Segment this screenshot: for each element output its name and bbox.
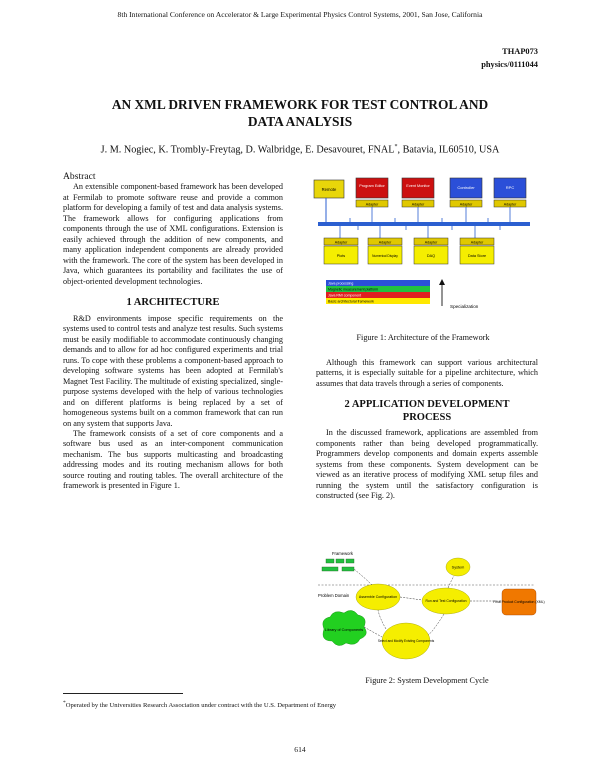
fig2-problem-domain-label: Problem Domain [318,593,350,598]
fig1-adapter-label: Adapter [334,240,348,245]
fig1-bottom-adapters [324,238,494,245]
fig2-run-label: Run and Test Configuration [425,599,467,603]
authors-affiliation: , Batavia, IL60510, USA [397,144,500,156]
fig2-run-node [422,588,470,614]
footnote-mark: * [63,700,66,706]
fig1-numerical-display-label: Numerical Display [372,254,398,258]
page-number: 614 [294,745,306,754]
fig2-assemble-label: Assemble Configuration [358,595,398,599]
fig2-assemble-node [356,584,400,610]
fig1-adapter-label: Adapter [411,202,425,207]
fig1-data-store-label: Data Store [467,254,487,258]
conference-header: 8th International Conference on Accelerator & Large Experimental Physics Control Systems, 2001, San Jose, California [117,10,483,19]
fig1-top-adapters [356,200,526,207]
authors [40,144,560,155]
left-column [63,172,283,492]
fig2-select-label: Select and Modify Existing Components [377,639,435,643]
fig1-layer-3: Java RMI component [328,293,362,298]
footnote [63,700,336,709]
fig1-box-rpc [494,178,526,198]
fig2-framework-label: Framework [332,551,353,556]
paper-title [60,96,540,130]
architecture-paragraph-2: The framework consists of a set of core components and a software bus used as an inter-component communication mechanism. The bus supports multicasting and broadcasting addressing modes and its routing mechanism allows for both source routing and routing tables. The overall architecture of the framework is presented in Figure 1. [63,428,283,491]
fig1-rpc-label: RPC [505,185,515,190]
fig2-library-label: Library of Components [324,628,364,632]
figure1-architecture-diagram [310,174,536,324]
figure2-development-cycle-diagram [316,545,545,673]
fig2-final-node [493,589,544,615]
author-footnote-mark: * [394,144,398,150]
fig1-specialization-arrow [439,279,445,306]
title-line-1: AN XML DRIVEN FRAMEWORK FOR TEST CONTROL AND [111,97,489,112]
fig1-plots-label: Plots [336,254,346,258]
fig1-box-program-editor [356,178,388,198]
footnote-text: Operated by the Universities Research Association under contract with the U.S. Department of Energy [65,702,337,710]
fig1-layer-2: Magnetic measurement platform [328,287,379,292]
section2-heading-line-1: 2 APPLICATION DEVELOPMENT [344,399,510,411]
fig1-program-editor-label: Program Editor [359,184,385,188]
section-heading-architecture: 1 ARCHITECTURE [126,296,220,308]
architecture-paragraph-1: R&D environments impose specific requirements on the systems used to control tests and analyze test results. Such systems must be easily modifiable to accommodate continuously changing demands and to allow for ad hoc configured experiments and trial runs. To cope with these problems a component-based approach to developing software systems has been adopted at Fermilab's Magnet Test Facility. The multitude of existing specialized, single-purpose systems developed with the help of various technologies and on different platforms is being replaced by a set of homogeneous systems built on a common framework that can run on any system that supports Java. [63,313,283,428]
fig1-event-monitor-label: Event Monitor [406,184,430,188]
development-paragraph: In the discussed framework, applications are assembled from components rather than being developed programmatically. Programmers develop components and domain experts assemble systems from these components. System development can be viewed as an iterative process of modifying XML setup files and running the system until the satisfactory configuration is constructed (see Fig. 2). [316,428,538,501]
fig1-adapter-label: Adapter [459,202,473,207]
fig2-final-label: Final Product Configuration (XML) [493,600,545,604]
fig2-system-node [446,558,470,576]
fig1-adapter-label: Adapter [470,240,484,245]
abstract-heading: Abstract [63,171,96,182]
footnote-rule [63,693,183,694]
fig1-specialization-label: Specialization [450,304,479,309]
title-line-2: DATA ANALYSIS [247,114,353,129]
right-column [316,358,538,502]
fig1-adapter-label: Adapter [378,240,392,245]
fig2-library-node [323,610,366,645]
section-heading-application-development [316,398,538,424]
fig1-adapter-label: Adapter [503,202,517,207]
figure1-caption: Figure 1: Architecture of the Framework [356,333,490,342]
fig1-box-event-monitor [402,178,434,198]
figure2-caption: Figure 2: System Development Cycle [365,676,489,685]
paper-code: THAP073 [502,47,538,56]
fig1-daq-label: DAQ [426,254,436,258]
fig1-controller-label: Controller [457,185,475,190]
abstract-text: An extensible component-based framework has been developed at Fermilab to promote software reuse and provide a common platform for developing a family of test and data analysis systems. The framework allows for configuring applications from components through the use of XML configurations. Extension is easily achieved through the addition of new components, and many application independent components are already provided with the framework. The core of the system has been developed in Java, which guarantees its portability and facilitates the use of object-oriented development technologies. [63,182,283,286]
fig2-select-node [378,623,435,659]
fig1-box-controller [450,178,482,198]
fig1-layer-1: Java processing [328,281,354,286]
section2-heading-line-2: PROCESS [402,412,452,424]
fig1-layer-4: Basic architectural framework [328,299,374,304]
fig1-remote-label: Remote [321,187,337,192]
arxiv-id: physics/0111044 [481,60,538,69]
authors-names: J. M. Nogiec, K. Trombly-Freytag, D. Walbridge, E. Desavouret, FNAL [100,144,395,156]
pipeline-paragraph: Although this framework can support various architectural patterns, it is especially suitable for a pipeline architecture, which assumes that data travels through a series of components. [316,358,538,388]
fig1-box-remote [314,180,344,198]
fig1-adapter-label: Adapter [365,202,379,207]
fig1-adapter-label: Adapter [424,240,438,245]
fig2-framework-blocks [322,559,354,571]
fig2-system-label: System [451,565,465,570]
